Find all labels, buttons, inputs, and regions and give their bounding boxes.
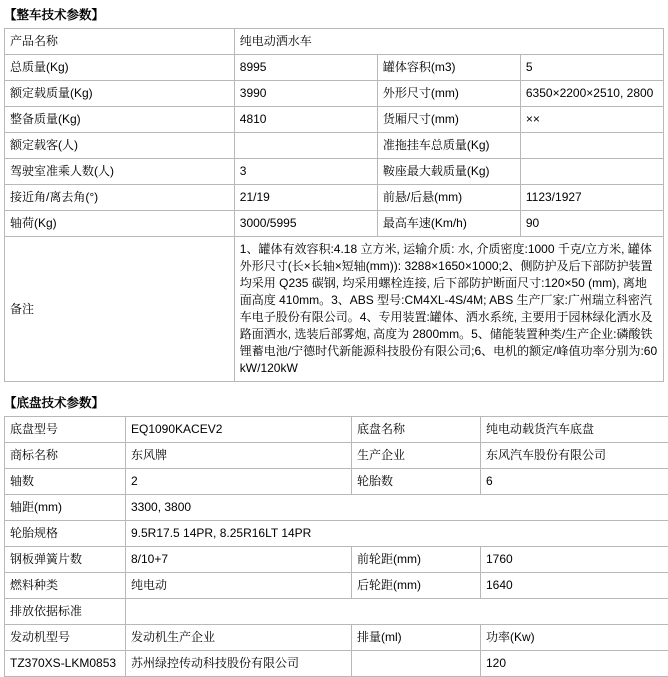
row-value: 8995 — [234, 55, 377, 81]
row-label: 轴距(mm) — [5, 495, 126, 521]
row-label-2: 轮胎数 — [352, 469, 481, 495]
table-row — [5, 651, 668, 677]
row-value: 3 — [234, 159, 377, 185]
row-value: EQ1090KACEV2 — [126, 417, 352, 443]
row-value: 纯电动洒水车 — [234, 29, 663, 55]
row-value-2: 120 — [481, 651, 668, 677]
table-row — [5, 81, 664, 107]
row-label-2: 外形尺寸(mm) — [377, 81, 520, 107]
row-value — [126, 599, 668, 625]
row-label-2: 前悬/后悬(mm) — [377, 185, 520, 211]
table-row — [5, 417, 668, 443]
vehicle-spec-section-title: 【整车技术参数】 — [0, 0, 668, 28]
table-row — [5, 29, 664, 55]
table-row — [5, 443, 668, 469]
row-label: 燃料种类 — [5, 573, 126, 599]
row-value-2 — [520, 159, 663, 185]
row-label: 钢板弹簧片数 — [5, 547, 126, 573]
row-label: 轴数 — [5, 469, 126, 495]
remark-label: 备注 — [5, 237, 235, 382]
row-label-2: 生产企业 — [352, 443, 481, 469]
row-label-2: 罐体容积(m3) — [377, 55, 520, 81]
row-value: 3300, 3800 — [126, 495, 668, 521]
row-label-2: 后轮距(mm) — [352, 573, 481, 599]
row-label: 总质量(Kg) — [5, 55, 235, 81]
table-row — [5, 107, 664, 133]
row-label: 排放依据标准 — [5, 599, 126, 625]
row-value-2: 东风汽车股份有限公司 — [481, 443, 668, 469]
row-value-2: 5 — [520, 55, 663, 81]
row-label-2 — [352, 651, 481, 677]
chassis-spec-section-title: 【底盘技术参数】 — [0, 388, 668, 416]
row-label: TZ370XS-LKM0853 — [5, 651, 126, 677]
row-value: 3990 — [234, 81, 377, 107]
table-row — [5, 521, 668, 547]
row-value-2: 1123/1927 — [520, 185, 663, 211]
table-row — [5, 55, 664, 81]
row-value: 纯电动 — [126, 573, 352, 599]
row-value-2: 1760 — [481, 547, 668, 573]
table-row — [5, 573, 668, 599]
table-row — [5, 469, 668, 495]
row-value: 发动机生产企业 — [126, 625, 352, 651]
row-value: 4810 — [234, 107, 377, 133]
remark-row — [5, 237, 664, 382]
row-value: 3000/5995 — [234, 211, 377, 237]
row-label: 额定载质量(Kg) — [5, 81, 235, 107]
row-label: 产品名称 — [5, 29, 235, 55]
table-row — [5, 211, 664, 237]
row-label-2: 底盘名称 — [352, 417, 481, 443]
row-value-2: 功率(Kw) — [481, 625, 668, 651]
row-label: 驾驶室准乘人数(人) — [5, 159, 235, 185]
row-label: 轮胎规格 — [5, 521, 126, 547]
remark-text: 1、罐体有效容积:4.18 立方米, 运输介质: 水, 介质密度:1000 千克/立方米, 罐体外形尺寸(长×长轴×短轴(mm)): 3288×1650×1000;2、侧防护及后下部防护装置均采用 Q235 碳钢, 均采用螺栓连接, 后下部防护断面尺寸:120×50 (mm), 离地面高度 410mm。3、ABS 型号:CM4XL-4S/4M; ABS 生产厂家:广州瑞立科密汽车电子股份有限公司。4、专用装置:罐体、洒水系统, 主要用于园林绿化洒水及路面洒水, 选装后部雾炮, 高度为 2800mm。5、储能装置种类/生产企业:磷酸铁锂蓄电池/宁德时代新能源科技股份有限公司;6、电机的额定/峰值功率分别为:60kW/120kW — [234, 237, 663, 382]
row-label-2: 准拖挂车总质量(Kg) — [377, 133, 520, 159]
row-value-2: 6 — [481, 469, 668, 495]
row-label-2: 前轮距(mm) — [352, 547, 481, 573]
row-label: 轴荷(Kg) — [5, 211, 235, 237]
vehicle-spec-table — [4, 28, 664, 382]
row-label: 整备质量(Kg) — [5, 107, 235, 133]
row-label: 发动机型号 — [5, 625, 126, 651]
chassis-spec-table — [4, 416, 668, 677]
table-row — [5, 547, 668, 573]
row-value-2: 6350×2200×2510, 2800 — [520, 81, 663, 107]
row-value: 21/19 — [234, 185, 377, 211]
row-value — [234, 133, 377, 159]
row-value-2: ×× — [520, 107, 663, 133]
row-label-2: 货厢尺寸(mm) — [377, 107, 520, 133]
table-row — [5, 599, 668, 625]
table-row — [5, 133, 664, 159]
row-label-2: 排量(ml) — [352, 625, 481, 651]
row-label: 商标名称 — [5, 443, 126, 469]
row-value: 苏州绿控传动科技股份有限公司 — [126, 651, 352, 677]
row-value-2 — [520, 133, 663, 159]
row-value-2: 纯电动载货汽车底盘 — [481, 417, 668, 443]
row-label-2: 鞍座最大载质量(Kg) — [377, 159, 520, 185]
table-row — [5, 185, 664, 211]
table-row — [5, 159, 664, 185]
row-value: 9.5R17.5 14PR, 8.25R16LT 14PR — [126, 521, 668, 547]
row-value-2: 90 — [520, 211, 663, 237]
row-label: 接近角/离去角(°) — [5, 185, 235, 211]
table-row — [5, 495, 668, 521]
row-label: 底盘型号 — [5, 417, 126, 443]
row-value: 东风牌 — [126, 443, 352, 469]
row-value: 2 — [126, 469, 352, 495]
table-row — [5, 625, 668, 651]
row-label: 额定载客(人) — [5, 133, 235, 159]
row-value: 8/10+7 — [126, 547, 352, 573]
row-label-2: 最高车速(Km/h) — [377, 211, 520, 237]
row-value-2: 1640 — [481, 573, 668, 599]
